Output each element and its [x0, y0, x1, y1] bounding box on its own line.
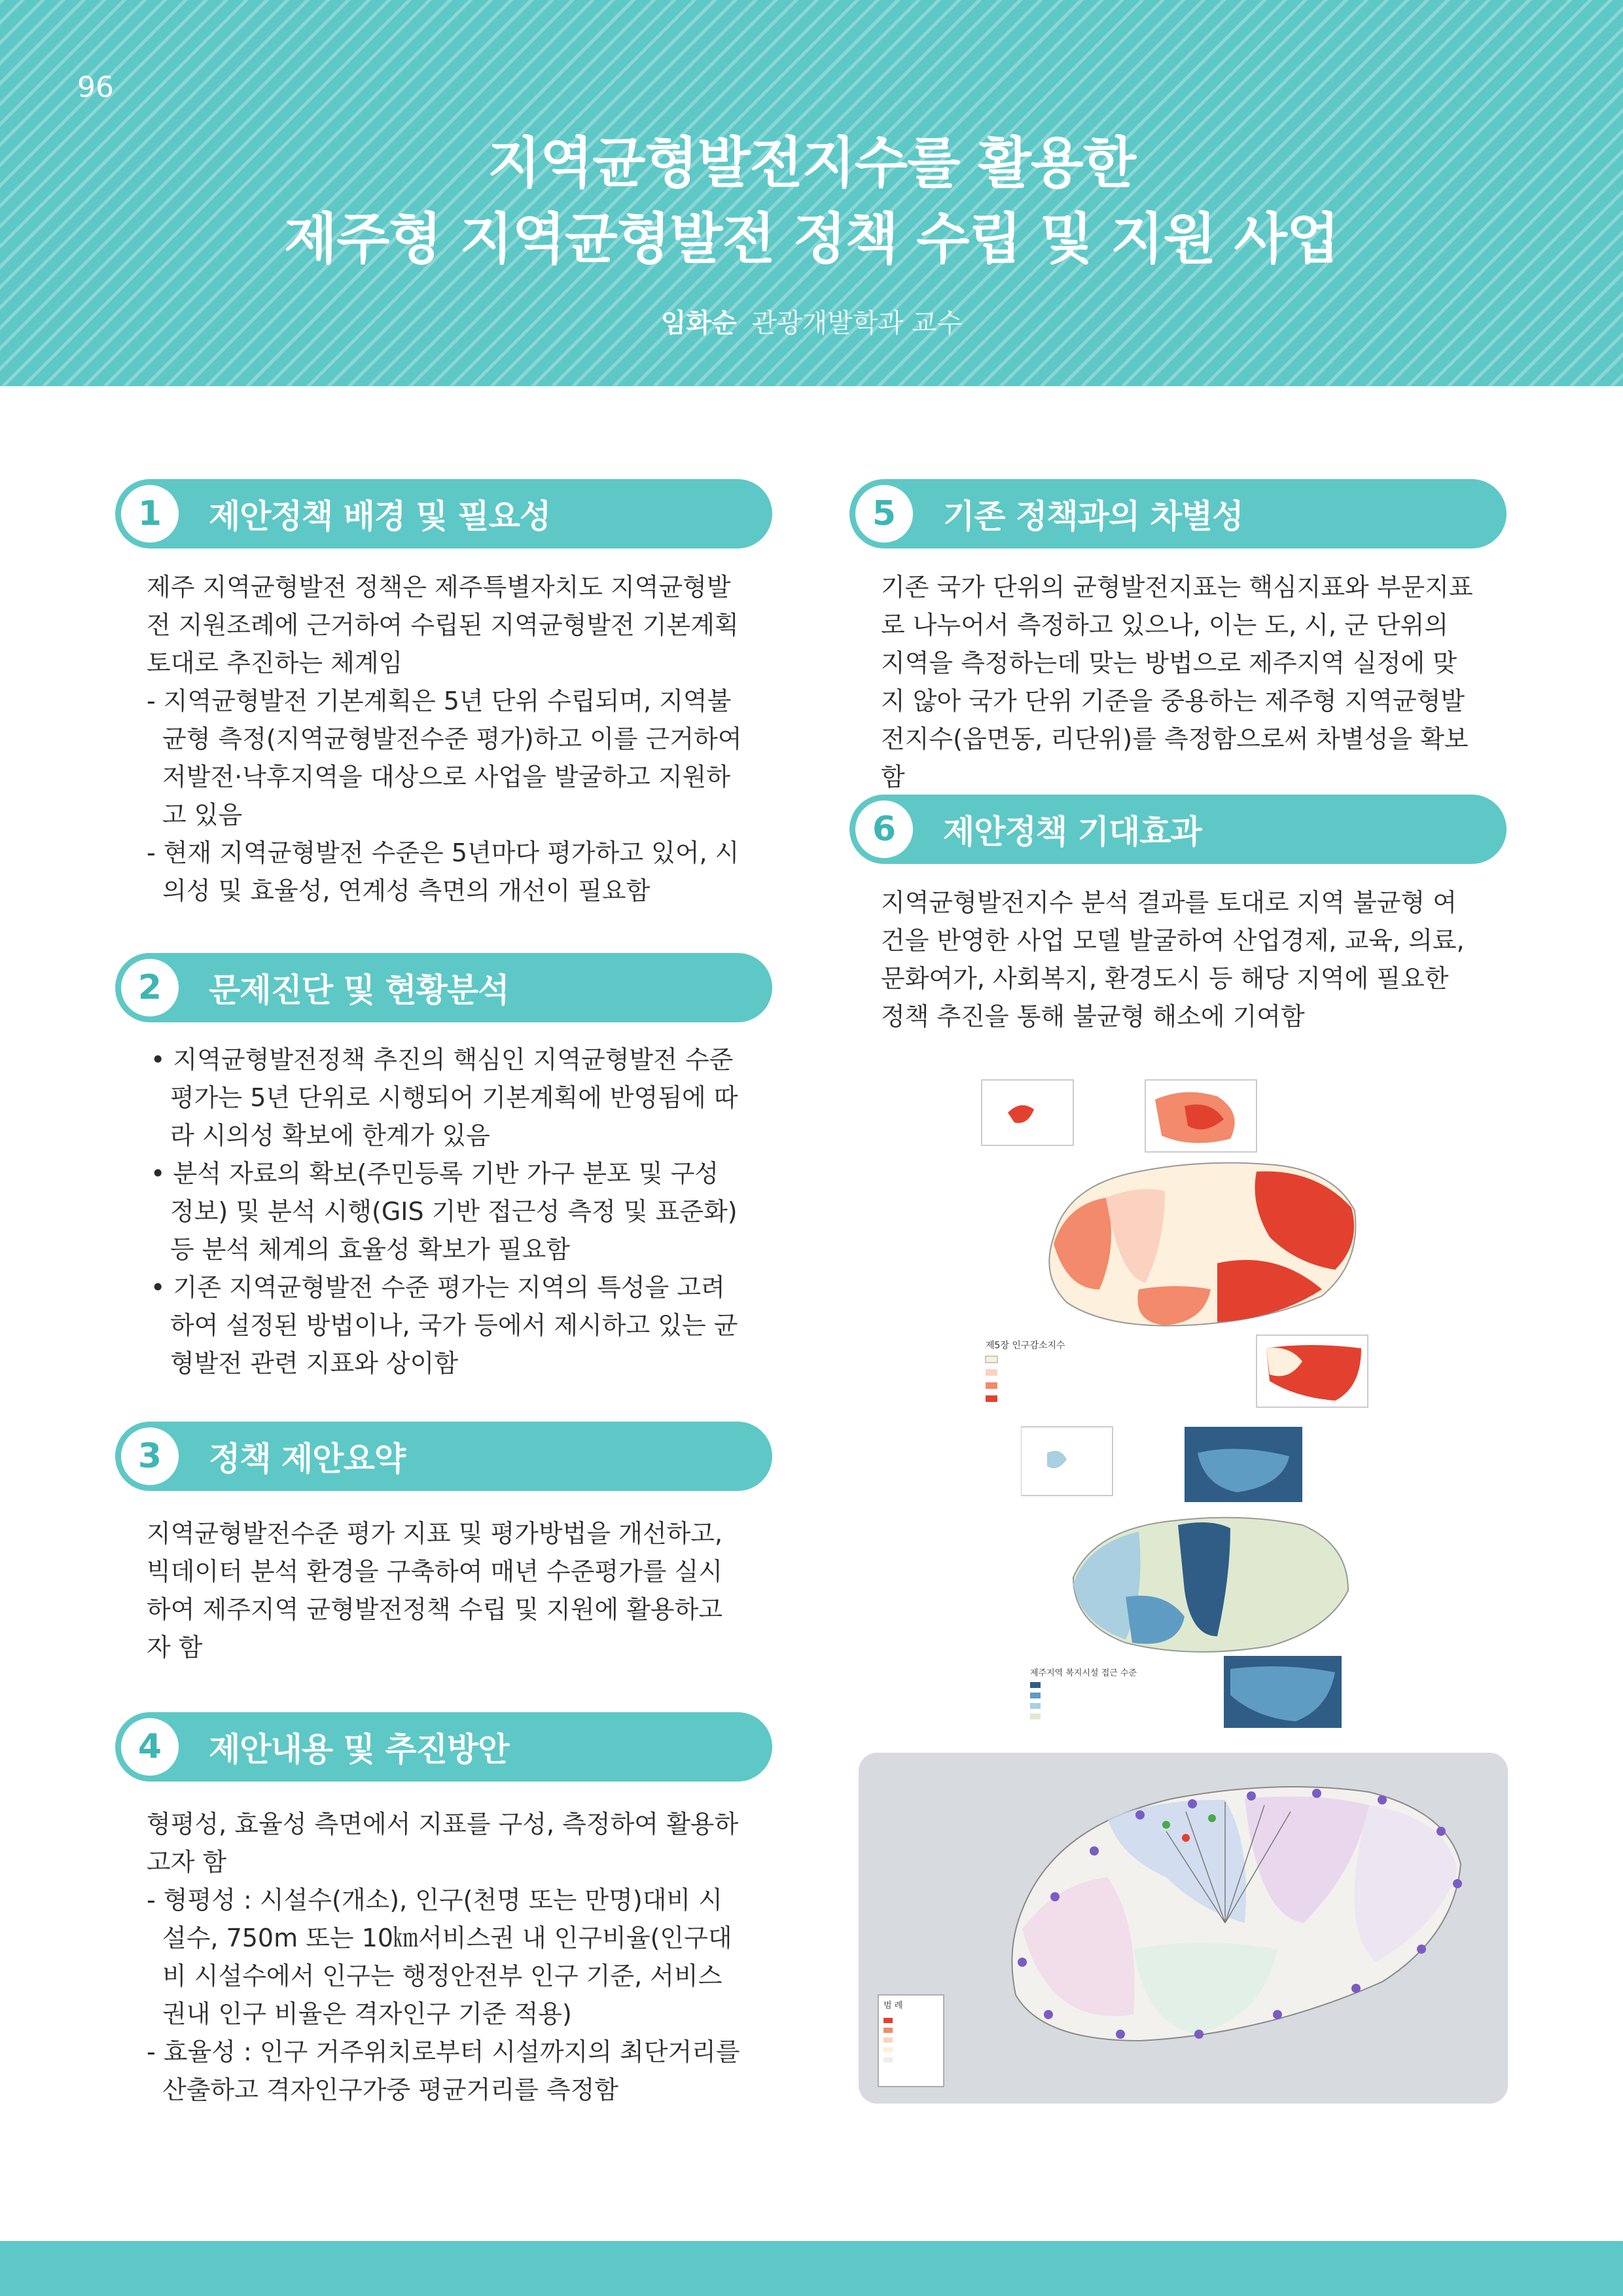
facility-marker [1208, 1814, 1216, 1822]
section-3-body [147, 1515, 742, 1666]
legend-swatch [883, 2037, 893, 2043]
section-6-paragraph: 지역균형발전지수 분석 결과를 토대로 지역 불균형 여건을 반영한 사업 모델 발굴하여 산업경제, 교육, 의료, 문화여가, 사회복지, 환경도시 등 해당 지역에 필요한 정책 추진을 통해 불균형 해소에 기여함 [881, 888, 1465, 1031]
section-4-number: 4 [121, 1718, 179, 1776]
section-1-header [115, 479, 772, 548]
facility-marker [1453, 1879, 1462, 1888]
section-6-header [849, 795, 1507, 864]
population-decline-map [969, 1073, 1387, 1414]
section-5-body [881, 568, 1476, 796]
section-4-body [147, 1805, 742, 2109]
facility-marker [1312, 1789, 1321, 1798]
section-4-paragraph: - 효율성 : 인구 거주위치로부터 시설까지의 최단거리를 산출하고 격자인구가중 평균거리를 측정함 [147, 2037, 740, 2104]
section-4-paragraph: 형평성, 효율성 측면에서 지표를 구성, 측정하여 활용하고자 함 [147, 1810, 739, 1876]
page-header [0, 0, 1623, 386]
section-3-title: 정책 제안요약 [209, 1440, 406, 1478]
section-1-body [147, 568, 742, 910]
legend-swatch [1030, 1703, 1041, 1709]
page-title-line1: 지역균형발전지수를 활용한 [488, 131, 1135, 195]
section-6-body [881, 884, 1476, 1035]
welfare-access-map [1021, 1420, 1361, 1734]
section-6-number: 6 [855, 800, 913, 858]
section-1-paragraph: 제주 지역균형발전 정책은 제주특별자치도 지역균형발전 지원조례에 근거하여 수립된 지역균형발전 기본계획 토대로 추진하는 체계임 [147, 573, 739, 677]
section-4-header [115, 1712, 772, 1782]
author-line [0, 302, 1623, 340]
facility-marker [1188, 1799, 1197, 1808]
section-1-paragraph: - 현재 지역균형발전 수준은 5년마다 평가하고 있어, 시의성 및 효율성, 연계성 측면의 개선이 필요함 [147, 838, 740, 905]
section-1-paragraph: - 지역균형발전 기본계획은 5년 단위 수립되며, 지역불균형 측정(지역균형발전수준 평가)하고 이를 근거하여 저발전·낙후지역을 대상으로 사업을 발굴하고 지원하고 있음 [147, 687, 742, 829]
facility-marker [1090, 1846, 1099, 1856]
legend-swatch [883, 2057, 893, 2062]
author-name: 임화순 [660, 308, 737, 338]
facility-marker [1044, 2010, 1053, 2019]
section-6-title: 제안정책 기대효과 [943, 813, 1202, 851]
legend-swatch [883, 2018, 893, 2023]
section-2-body [151, 1041, 740, 1382]
facility-marker [1273, 2010, 1282, 2019]
map2-legend-title: 제주지역 복지시설 접근 수준 [1030, 1668, 1137, 1678]
legend-swatch [1030, 1713, 1041, 1719]
author-role: 관광개발학과 교수 [751, 308, 963, 338]
section-5-paragraph: 기존 국가 단위의 균형발전지표는 핵심지표와 부문지표로 나누어서 측정하고 있으나, 이는 도, 시, 군 단위의 지역을 측정하는데 맞는 방법으로 제주지역 실정에 맞지 않아 국가 단위 기준을 중용하는 제주형 지역균형발전지수(읍면동, 리단위)를 측정함으로써 차별성을 확보함 [881, 573, 1473, 791]
legend-swatch [986, 1395, 997, 1402]
section-2-bullet: • 기존 지역균형발전 수준 평가는 지역의 특성을 고려하여 설정된 방법이나, 국가 등에서 제시하고 있는 균형발전 관련 지표와 상이함 [151, 1273, 738, 1378]
section-3-number: 3 [121, 1427, 179, 1485]
section-2-bullet: • 지역균형발전정책 추진의 핵심인 지역균형발전 수준 평가는 5년 단위로 시행되어 기본계획에 반영됨에 따라 시의성 확보에 한계가 있음 [151, 1045, 738, 1150]
facility-distribution-map-panel [859, 1753, 1508, 2104]
legend-swatch [986, 1382, 997, 1389]
footer-bar [0, 2241, 1623, 2296]
section-2-header [115, 953, 772, 1022]
inset-box-islands [1021, 1427, 1113, 1496]
section-5-title: 기존 정책과의 차별성 [943, 497, 1243, 535]
legend-swatch [883, 2028, 893, 2033]
facility-marker [1135, 1810, 1145, 1820]
legend-swatch [883, 2047, 893, 2053]
facility-marker [1378, 1795, 1387, 1804]
legend-swatch [1030, 1693, 1041, 1698]
facility-marker [1351, 1984, 1361, 1993]
section-1-title: 제안정책 배경 및 필요성 [209, 497, 551, 535]
facility-marker [1162, 1821, 1170, 1829]
section-5-header [849, 479, 1507, 548]
facility-marker [1116, 2030, 1125, 2039]
section-1-number: 1 [121, 485, 179, 543]
map3-legend-title: 범 례 [883, 2001, 903, 2011]
facility-distribution-map [859, 1753, 1508, 2104]
facility-marker [1018, 1958, 1027, 1967]
facility-marker [1417, 1945, 1426, 1954]
legend-swatch [986, 1369, 997, 1376]
map1-legend-title: 제5장 인구감소지수 [986, 1340, 1065, 1351]
facility-marker [1436, 1827, 1446, 1836]
section-2-number: 2 [121, 959, 179, 1016]
section-3-header [115, 1422, 772, 1491]
section-2-title: 문제진단 및 현황분석 [209, 971, 509, 1009]
page-number: 96 [77, 71, 114, 104]
facility-marker [1194, 2030, 1204, 2039]
section-2-bullet: • 분석 자료의 확보(주민등록 기반 가구 분포 및 구성 정보) 및 분석 시행(GIS 기반 접근성 측정 및 표준화) 등 분석 체계의 효율성 확보가 필요함 [151, 1159, 738, 1264]
section-3-paragraph: 지역균형발전수준 평가 지표 및 평가방법을 개선하고, 빅데이터 분석 환경을 구축하여 매년 수준평가를 실시하여 제주지역 균형발전정책 수립 및 지원에 활용하고자 함 [147, 1519, 723, 1662]
facility-marker [1247, 1791, 1256, 1801]
section-4-paragraph: - 형평성 : 시설수(개소), 인구(천명 또는 만명)대비 시설수, 750m 또는 10㎞서비스권 내 인구비율(인구대비 시설수에서 인구는 행정안전부 인구 기준, 서비스권내 인구 비율은 격자인구 기준 적용) [147, 1886, 732, 2028]
section-5-number: 5 [855, 485, 913, 543]
legend-swatch [1030, 1682, 1041, 1688]
legend-swatch [986, 1356, 997, 1363]
section-4-title: 제안내용 및 추진방안 [209, 1731, 509, 1768]
facility-marker [1182, 1834, 1190, 1842]
facility-marker [1050, 1892, 1060, 1901]
page-title-line2: 제주형 지역균형발전 정책 수립 및 지원 사업 [283, 207, 1340, 271]
